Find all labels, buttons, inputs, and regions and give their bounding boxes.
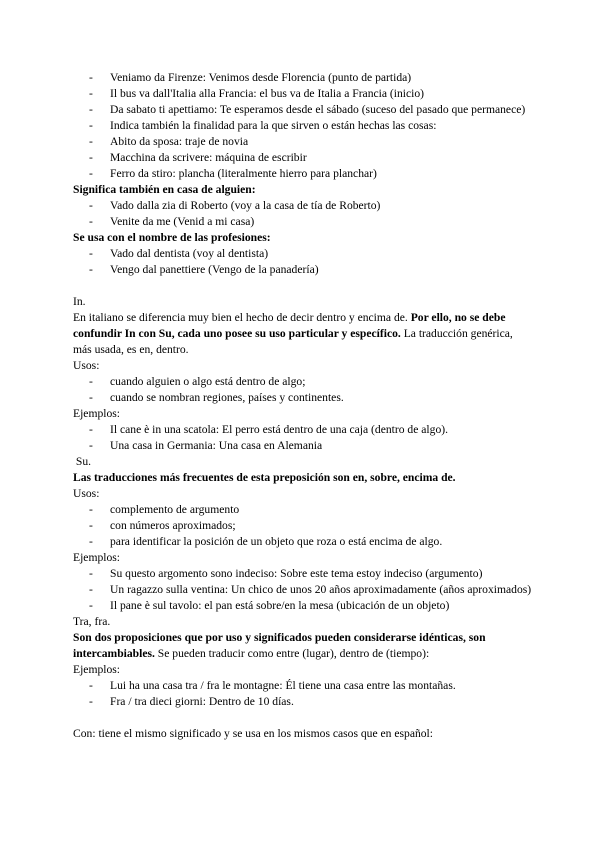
list-item: - Il bus va dall'Italia alla Francia: el bus va de Italia a Francia (inicio) <box>89 87 425 100</box>
document-content <box>73 70 533 742</box>
su-usos-list <box>73 502 533 550</box>
list-item: - Un ragazzo sulla ventina: Un chico de unos 20 años aproximadamente (años aproximados) <box>89 583 532 596</box>
list-item: - complemento de argumento <box>89 503 240 516</box>
section-title-in: In. <box>73 295 86 308</box>
list-item: - Lui ha una casa tra / fra le montagne: Él tiene una casa entre las montañas. <box>89 679 456 692</box>
tra-intro-paragraph: Son dos proposiciones que por uso y significados pueden considerarse idénticas, son intercambiables. Se pueden traducir como entre (lugar), dentro de (tiempo): <box>73 631 486 660</box>
su-ejemplos-list <box>73 566 533 614</box>
list-item: - para identificar la posición de un objeto que roza o está encima de algo. <box>89 535 443 548</box>
list-item: - Il cane è in una scatola: El perro está dentro de una caja (dentro de algo). <box>89 423 448 436</box>
list-item: - Indica también la finalidad para la que sirven o están hechas las cosas: <box>89 119 437 132</box>
heading-casa: Significa también en casa de alguien: <box>73 183 256 196</box>
list-item: - Fra / tra dieci giorni: Dentro de 10 días. <box>89 695 294 708</box>
su-intro-paragraph: Las traducciones más frecuentes de esta preposición son en, sobre, encima de. <box>73 471 456 484</box>
in-intro-paragraph: En italiano se diferencia muy bien el hecho de decir dentro y encima de. Por ello, no se debe confundir In con Su, cada uno posee su uso particular y específico. La traducción genérica, más usada, es en, dentro. <box>73 311 513 356</box>
ejemplos-label: Ejemplos: <box>73 551 121 564</box>
heading-profesiones: Se usa con el nombre de las profesiones: <box>73 231 271 244</box>
list-item: - Vengo dal panettiere (Vengo de la panadería) <box>89 263 319 276</box>
list-item: - Il pane è sul tavolo: el pan está sobre/en la mesa (ubicación de un objeto) <box>89 599 450 612</box>
da-usage-list <box>73 70 533 182</box>
in-ejemplos-list <box>73 422 533 454</box>
section-title-tra: Tra, fra. <box>73 615 111 628</box>
list-item: - Abito da sposa: traje de novia <box>89 135 249 148</box>
spacer <box>73 710 533 726</box>
list-item: - Venite da me (Venid a mi casa) <box>89 215 255 228</box>
list-item: - cuando se nombran regiones, países y continentes. <box>89 391 344 404</box>
spacer <box>73 278 533 294</box>
con-paragraph: Con: tiene el mismo significado y se usa en los mismos casos que en español: <box>73 727 433 740</box>
list-item: - Da sabato ti apettiamo: Te esperamos desde el sábado (suceso del pasado que permanece) <box>89 103 526 116</box>
tra-ejemplos-list <box>73 678 533 710</box>
section-title-su: Su. <box>73 455 92 468</box>
list-item: - Ferro da stiro: plancha (literalmente hierro para planchar) <box>89 167 377 180</box>
list-item: - con números aproximados; <box>89 519 236 532</box>
list-item: - Una casa in Germania: Una casa en Alemania <box>89 439 323 452</box>
list-item: - Su questo argomento sono indeciso: Sobre este tema estoy indeciso (argumento) <box>89 567 483 580</box>
ejemplos-label: Ejemplos: <box>73 663 121 676</box>
list-item: - Macchina da scrivere: máquina de escribir <box>89 151 307 164</box>
list-item: - Vado dal dentista (voy al dentista) <box>89 247 269 260</box>
usos-label: Usos: <box>73 359 100 372</box>
ejemplos-label: Ejemplos: <box>73 407 121 420</box>
in-usos-list <box>73 374 533 406</box>
usos-label: Usos: <box>73 487 100 500</box>
list-item: - cuando alguien o algo está dentro de algo; <box>89 375 306 388</box>
profesiones-list <box>73 246 533 278</box>
list-item: - Veniamo da Firenze: Venimos desde Florencia (punto de partida) <box>89 71 412 84</box>
casa-list <box>73 198 533 230</box>
list-item: - Vado dalla zia di Roberto (voy a la casa de tía de Roberto) <box>89 199 381 212</box>
